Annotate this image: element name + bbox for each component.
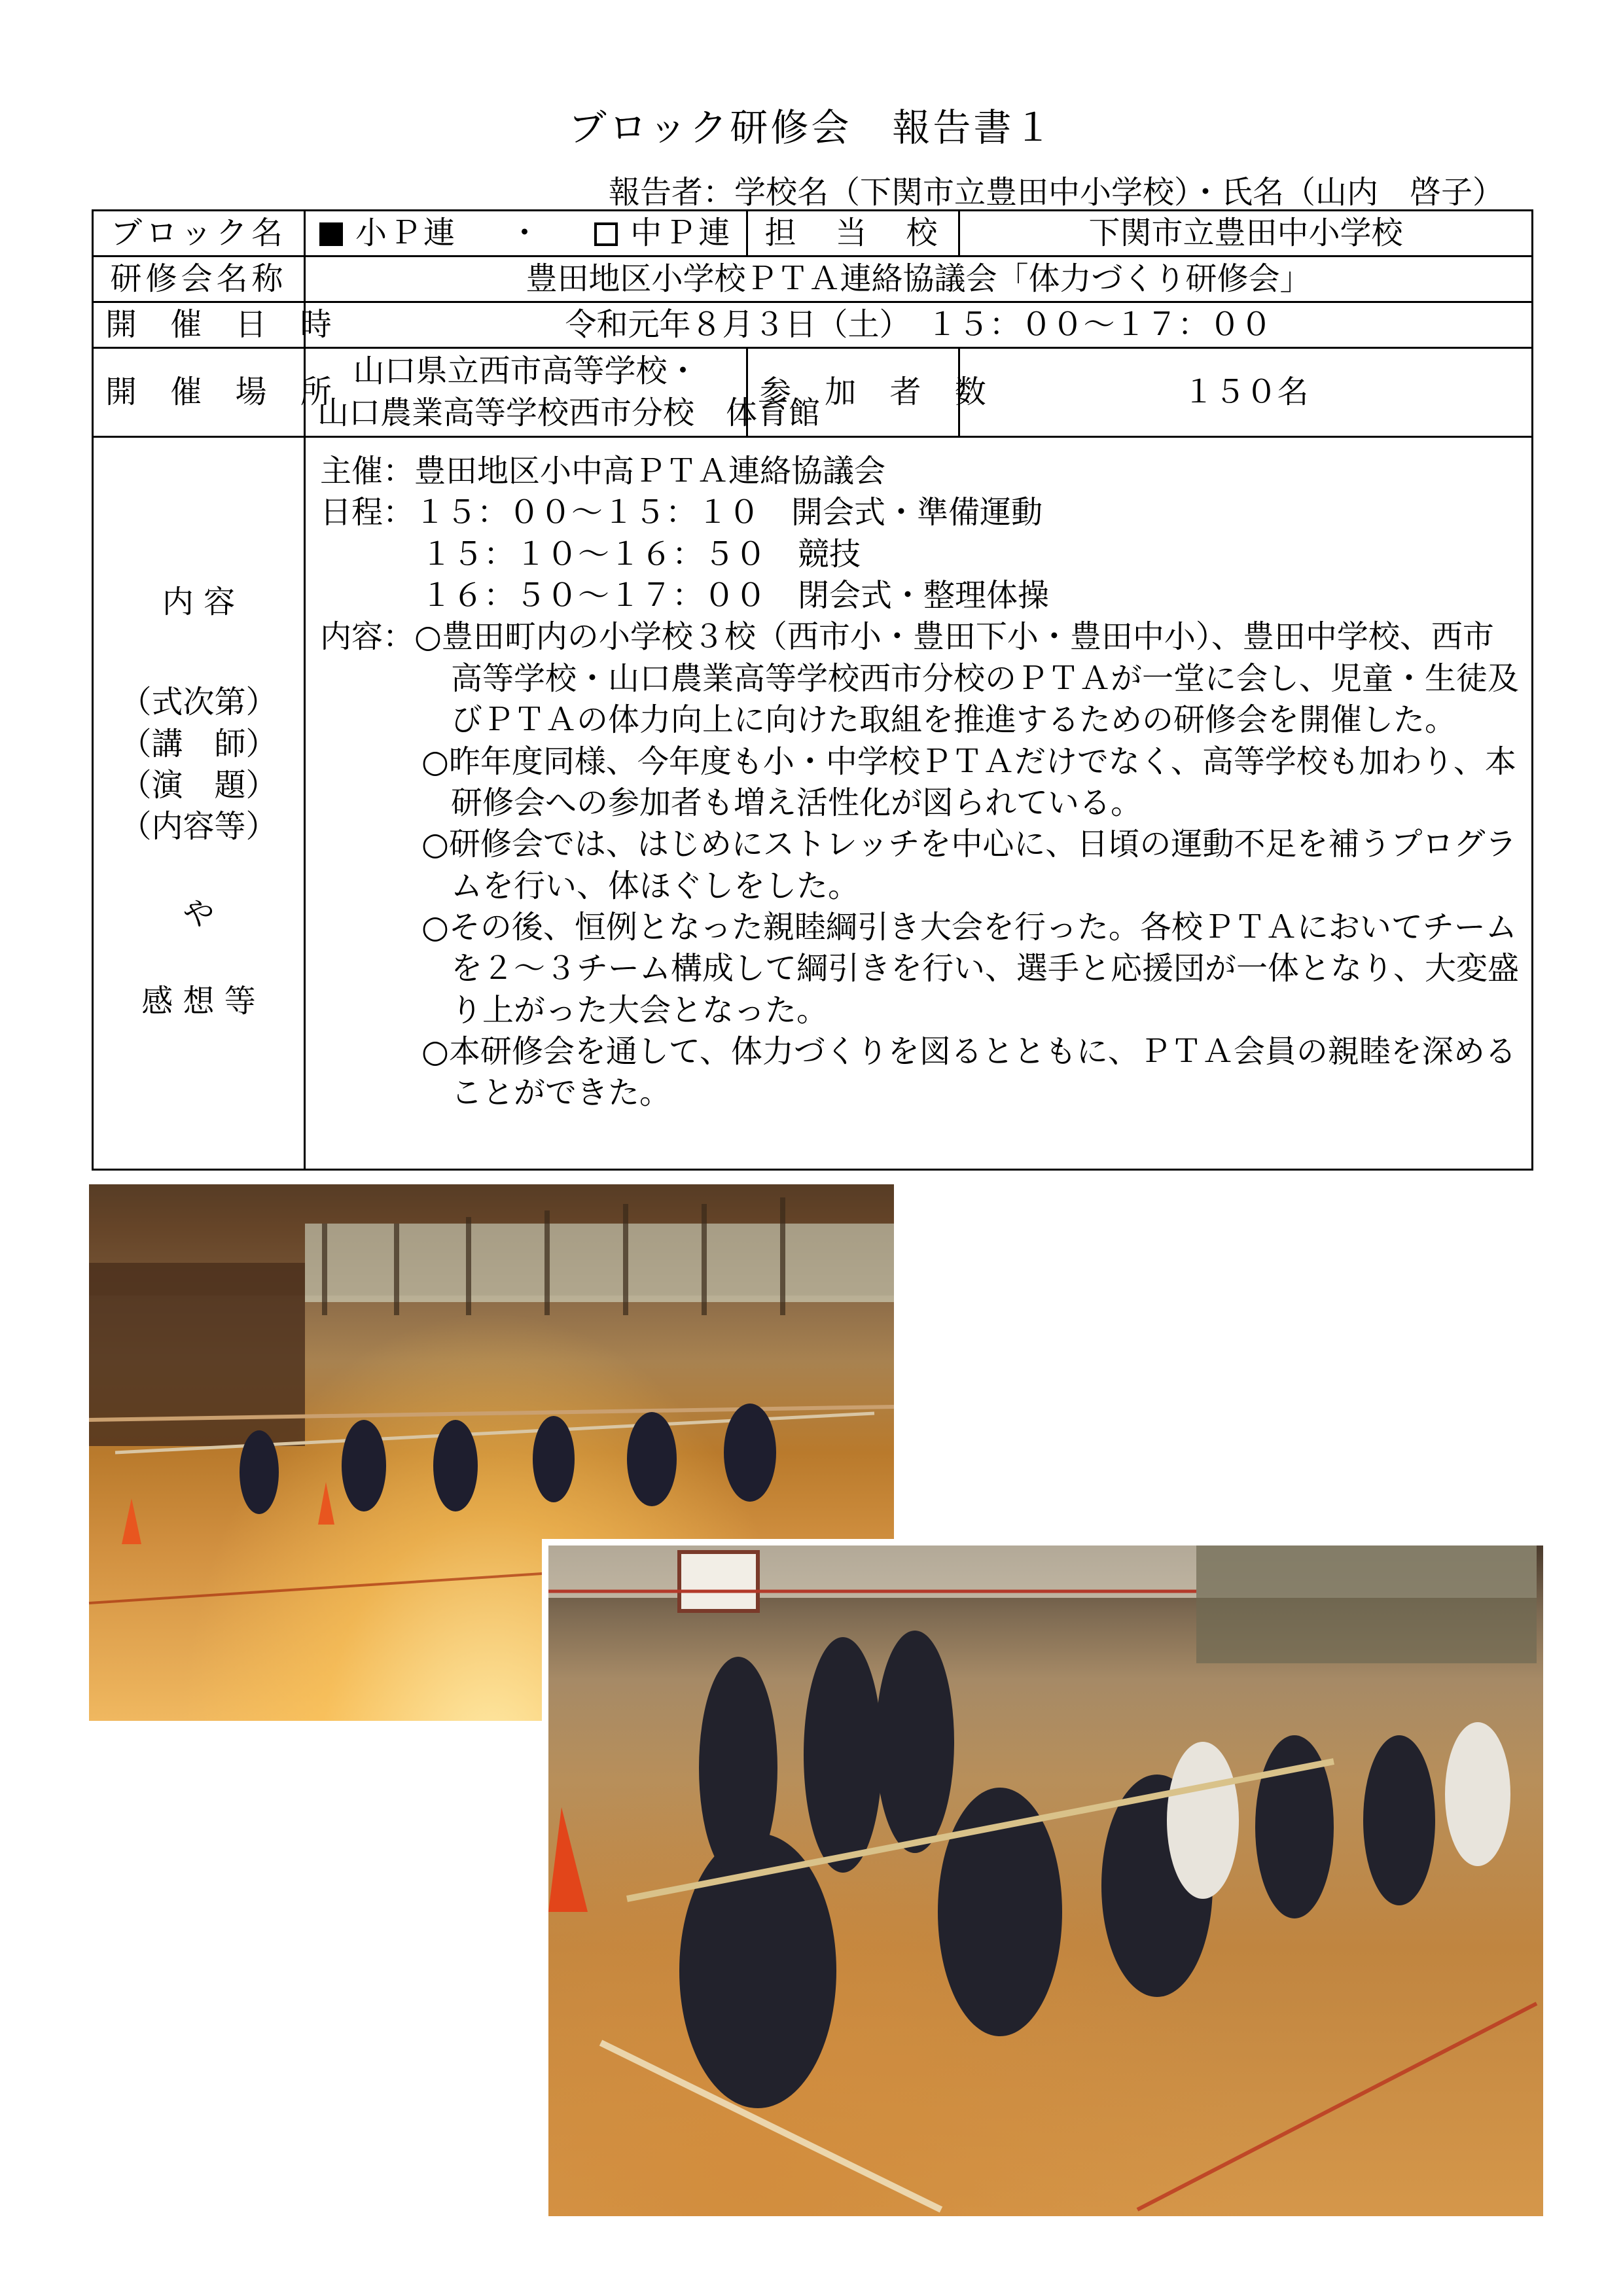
content-item-3: ○研修会では、はじめにストレッチを中心に、日頃の運動不足を補うプログラムを行い、体ほぐしをした。 bbox=[421, 826, 1517, 904]
naiyo-label-naiyoto: （内容等） bbox=[120, 808, 277, 845]
tanto-label: 担 当 校 bbox=[747, 211, 959, 256]
naiyo-label-koshi: （講 師） bbox=[120, 725, 277, 762]
row-block bbox=[93, 211, 1533, 256]
nichiji-label: 開 催 日 時 bbox=[93, 302, 305, 348]
document-title: ブロック研修会 報告書１ bbox=[568, 105, 1055, 150]
row-naiyo bbox=[93, 437, 1533, 1170]
gym-scene-2 bbox=[548, 1545, 1537, 2210]
content-item-5: ○本研修会を通して、体力づくりを図るとともに、ＰＴＡ会員の親睦を深めることができた。 bbox=[421, 1033, 1516, 1112]
block-name-label: ブロック名 bbox=[93, 211, 305, 256]
nittei-line-3: １６：５０～１７：００ 閉会式・整理体操 bbox=[421, 577, 1050, 614]
naiyo-label-ya: や bbox=[183, 895, 215, 932]
block-separator: ・ bbox=[508, 214, 543, 251]
naiyo-label-yo: 容 bbox=[204, 584, 236, 620]
naiyo-label bbox=[93, 437, 305, 1170]
content-item-2: ○昨年度同様、今年度も小・中学校ＰＴＡだけでなく、高等学校も加わり、本研修会への参加者も増え活性化が図られている。 bbox=[421, 743, 1516, 821]
nittei-line-2: １５：１０～１６：５０ 競技 bbox=[421, 535, 861, 573]
meisho-label: 研修会名称 bbox=[93, 256, 305, 302]
row-nichiji bbox=[93, 302, 1533, 348]
basho-value-line-1: 山口県立西市高等学校・ bbox=[353, 353, 699, 390]
naiyo-label-uchi: 内 bbox=[162, 584, 194, 620]
shusai-line: 主催：豊田地区小中高ＰＴＡ連絡協議会 bbox=[320, 453, 886, 489]
naiyo-label-shikishidai: （式次第） bbox=[120, 684, 277, 721]
block-option-sho: 小Ｐ連 bbox=[355, 214, 457, 251]
sanka-label: 参 加 者 数 bbox=[747, 348, 959, 437]
basho-label: 開 催 場 所 bbox=[93, 348, 305, 437]
unchecked-box-icon bbox=[594, 222, 618, 246]
block-choice bbox=[305, 211, 747, 256]
checked-box-icon bbox=[319, 222, 343, 246]
tanto-value: 下関市立豊田中小学校 bbox=[959, 211, 1533, 256]
basho-value-line-2: 山口農業高等学校西市分校 体育館 bbox=[317, 394, 821, 431]
basho-value bbox=[305, 348, 821, 437]
block-option-chu: 中Ｐ連 bbox=[630, 214, 733, 251]
sanka-value: １５０名 bbox=[959, 348, 1533, 437]
content-item-4: ○その後、恒例となった親睦綱引き大会を行った。各校ＰＴＡにおいてチームを２～３チーム構成して綱引きを行い、選手と応援団が一体となり、大変盛り上がった大会となった。 bbox=[421, 908, 1520, 1029]
nichiji-value: 令和元年８月３日（土） １５：００～１７：００ bbox=[305, 302, 1533, 348]
row-basho bbox=[93, 348, 1533, 437]
naiyo-label-endai: （演 題） bbox=[120, 767, 277, 804]
row-meisho bbox=[93, 256, 1533, 302]
content-item-1: 内容：○豊田町内の小学校３校（西市小・豊田下小・豊田中小）、豊田中学校、西市高等学校・山口農業高等学校西市分校のＰＴＡが一堂に会し、児童・生徒及びＰＴＡの体力向上に向けた取組を推進するための研修会を開催した。 bbox=[320, 618, 1520, 739]
naiyo-label-so: 想 bbox=[183, 983, 215, 1020]
report-table bbox=[92, 209, 1533, 1171]
meisho-value: 豊田地区小学校ＰＴＡ連絡協議会「体力づくり研修会」 bbox=[305, 256, 1533, 302]
naiyo-label-to: 等 bbox=[224, 983, 256, 1020]
naiyo-label-kan: 感 bbox=[141, 983, 173, 1020]
naiyo-content bbox=[305, 437, 1533, 1170]
nittei-line-1: 日程：１５：００～１５：１０ 開会式・準備運動 bbox=[320, 494, 1043, 531]
tug-of-war-photo-2 bbox=[542, 1539, 1543, 2216]
reporter-line: 報告者：学校名（下関市立豊田中小学校）・氏名（山内 啓子） bbox=[609, 174, 1505, 211]
